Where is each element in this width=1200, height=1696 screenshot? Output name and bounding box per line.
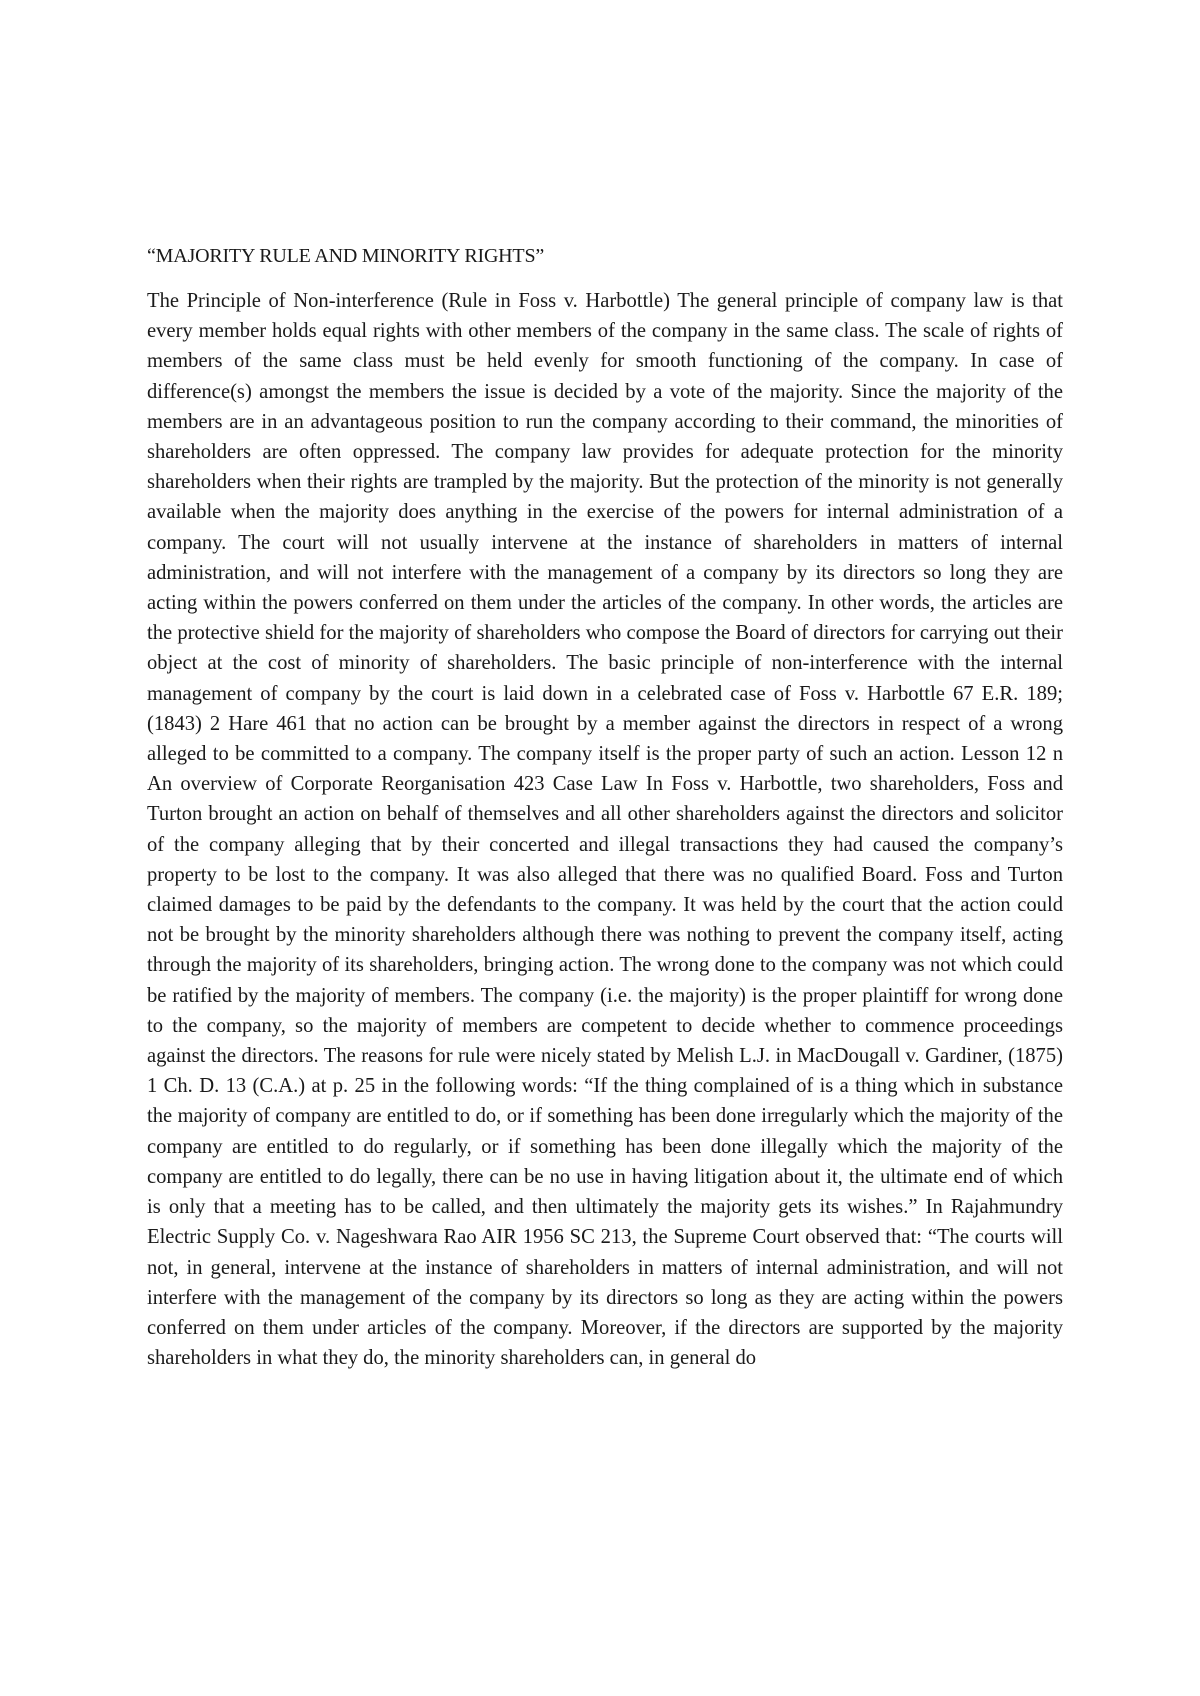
document-content — [147, 242, 1063, 1373]
document-body-paragraph: The Principle of Non-interference (Rule in Foss v. Harbottle) The general principle of company law is that every member holds equal rights with other members of the company in the same class. The scale of rights of members of the same class must be held evenly for smooth functioning of the company. In case of difference(s) amongst the members the issue is decided by a vote of the majority. Since the majority of the members are in an advantageous position to run the company according to their command, the minorities of shareholders are often oppressed. The company law provides for adequate protection for the minority shareholders when their rights are trampled by the majority. But the protection of the minority is not generally available when the majority does anything in the exercise of the powers for internal administration of a company. The court will not usually intervene at the instance of shareholders in matters of internal administration, and will not interfere with the management of a company by its directors so long they are acting within the powers conferred on them under the articles of the company. In other words, the articles are the protective shield for the majority of shareholders who compose the Board of directors for carrying out their object at the cost of minority of shareholders. The basic principle of non-interference with the internal management of company by the court is laid down in a celebrated case of Foss v. Harbottle 67 E.R. 189; (1843) 2 Hare 461 that no action can be brought by a member against the directors in respect of a wrong alleged to be committed to a company. The company itself is the proper party of such an action. Lesson 12 n An overview of Corporate Reorganisation 423 Case Law In Foss v. Harbottle, two shareholders, Foss and Turton brought an action on behalf of themselves and all other shareholders against the directors and solicitor of the company alleging that by their concerted and illegal transactions they had caused the company’s property to be lost to the company. It was also alleged that there was no qualified Board. Foss and Turton claimed damages to be paid by the defendants to the company. It was held by the court that the action could not be brought by the minority shareholders although there was nothing to prevent the company itself, acting through the majority of its shareholders, bringing action. The wrong done to the company was not which could be ratified by the majority of members. The company (i.e. the majority) is the proper plaintiff for wrong done to the company, so the majority of members are competent to decide whether to commence proceedings against the directors. The reasons for rule were nicely stated by Melish L.J. in MacDougall v. Gardiner, (1875) 1 Ch. D. 13 (C.A.) at p. 25 in the following words: “If the thing complained of is a thing which in substance the majority of company are entitled to do, or if something has been done irregularly which the majority of the company are entitled to do regularly, or if something has been done illegally which the majority of the company are entitled to do legally, there can be no use in having litigation about it, the ultimate end of which is only that a meeting has to be called, and then ultimately the majority gets its wishes.” In Rajahmundry Electric Supply Co. v. Nageshwara Rao AIR 1956 SC 213, the Supreme Court observed that: “The courts will not, in general, intervene at the instance of shareholders in matters of internal administration, and will not interfere with the management of the company by its directors so long as they are acting within the powers conferred on them under articles of the company. Moreover, if the directors are supported by the majority shareholders in what they do, the minority shareholders can, in general do — [147, 290, 1063, 1370]
document-title: “MAJORITY RULE AND MINORITY RIGHTS” — [147, 245, 545, 267]
